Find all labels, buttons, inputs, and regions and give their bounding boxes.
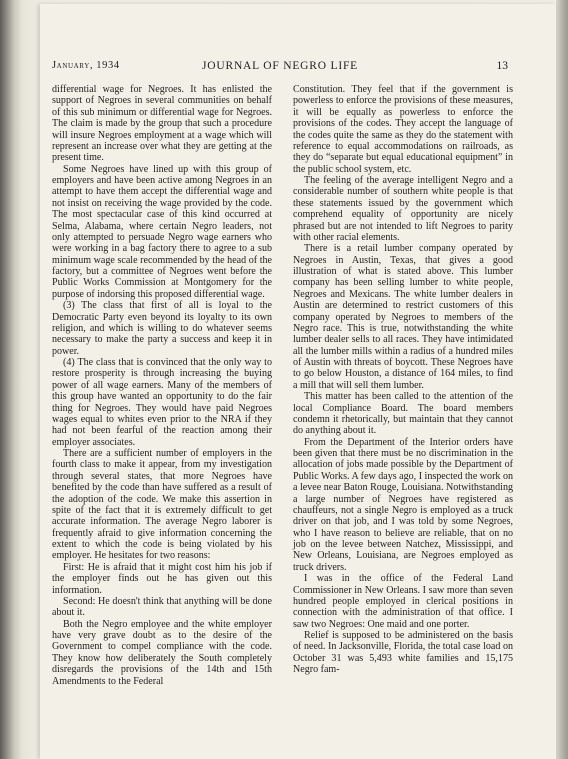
paragraph: From the Department of the Interior orders have been given that there must be no discrimination in the allocation of jobs made possible by the Department of Public Works. A few days ago, I inspected the work on a levee near Baton Rouge, Louisiana. Notwithstanding a large number of Negroes have registered as chauffeurs, not a single Negro is employed as a truck driver on that job, and I was told by some Negroes, who I have reason to believe are reliable, that on no job on the levee between Natchez, Mississippi, and New Orleans, Louisiana, are Negroes employed as truck drivers. — [293, 436, 514, 573]
left-column — [52, 84, 272, 687]
page-edge — [556, 0, 568, 759]
journal-title: JOURNAL OF NEGRO LIFE — [202, 60, 358, 72]
paragraph: Constitution. They feel that if the government is powerless to enforce the provisions of these measures, it will be equally as powerless to enforce the provisions of the codes. They accept the language of the codes quite the same as they do the statement with reference to equal accommodations on railroads, as they do “separate but equal educational equipment” in the public school system, etc. — [293, 84, 513, 175]
paragraph: The feeling of the average intelligent Negro and a considerable number of southern white people is that these statements issued by the government which comprehend equality of opportunity are nicely phrased but are not intended to lift Negroes to parity with other racial elements. — [293, 175, 513, 243]
paragraph: (3) The class that first of all is loyal to the Democratic Party even beyond its loyalty to its own religion, and which is willing to do whatever seems necessary to make the party a success and keep it in power. — [52, 300, 272, 357]
paragraph: First: He is afraid that it might cost him his job if the employer finds out he has given out this information. — [52, 561, 272, 596]
paragraph: This matter has been called to the attention of the local Compliance Board. The board members condemn it rhetorically, but maintain that they cannot do anything about it. — [293, 391, 513, 437]
issue-date: January, 1934 — [52, 60, 120, 71]
page-number: 13 — [496, 60, 508, 72]
running-header — [52, 60, 508, 76]
paragraph: (4) The class that is convinced that the only way to restore prosperity is through increasing the buying power of all wage earners. Many of the members of this group have wanted an opportunity to do the fair thing for Negroes. They would have paid Negroes wages equal to whites even prior to the NRA if they had not been fearful of the reaction among their employer associates. — [52, 357, 272, 448]
paragraph: differential wage for Negroes. It has enlisted the support of Negroes in several communities on behalf of this sub minimum or differential wage for Negroes. The claim is made by the group that such a procedure will insure Negroes employment at a wage which will represent an increase over what they are getting at the present time. — [52, 84, 272, 164]
paragraph: I was in the office of the Federal Land Commissioner in New Orleans. I saw more than seven hundred people employed in clerical positions in connection with the administration of that office. I saw two Negroes: One maid and one porter. — [293, 573, 513, 630]
paragraph: There is a retail lumber company operated by Negroes in Austin, Texas, that gives a good illustration of what is stated above. This lumber company has been selling lumber to white people, Negroes and Mexicans. The white lumber dealers in Austin are determined to restrict customers of this company operated by Negroes to members of the Negro race. This is true, notwithstanding the white lumber dealer sells to all races. They have intimidated all the lumber mills within a radius of a hundred miles of Austin with threats of boycott. These Negroes have to go below Houston, a distance of 164 miles, to find a mill that will sell them lumber. — [293, 243, 513, 391]
paragraph: Some Negroes have lined up with this group of employers and have been active among Negroes in an attempt to have them accept the differential wage and not insist on receiving the wage provided by the code. The most spectacular case of this kind occurred at Selma, Alabama, where certain Negro leaders, not only attempted to persuade Negro wage earners who were working in a bag factory there to agree to a sub minimum wage scale recommended by the head of the factory, but a committee of Negroes went before the Public Works Commission at Montgomery for the purpose of indorsing this proposed differential wage. — [52, 163, 272, 300]
paragraph: Second: He doesn't think that anything will be done about it. — [52, 595, 272, 619]
right-column — [293, 84, 513, 676]
paragraph: Both the Negro employee and the white employer have very grave doubt as to the desire of the Government to compel compliance with the code. They know how deliberately the South completely disregards the provisions of the 14th and 15th Amendments to the Federal — [52, 618, 272, 687]
paragraph: Relief is supposed to be administered on the basis of need. In Jacksonville, Florida, the total case load on October 31 was 5,493 white families and 15,175 Negro fam- — [293, 630, 513, 676]
paragraph: There are a sufficient number of employers in the fourth class to make it appear, from my investigation through several states, that more Negroes have benefited by the code than have suffered as a result of the adoption of the code. We make this assertion in spite of the fact that it is extremely difficult to get accurate information. The average Negro laborer is frequently afraid to give information concerning the extent to which the code is being violated by his employer. He hesitates for two reasons: — [52, 448, 272, 562]
